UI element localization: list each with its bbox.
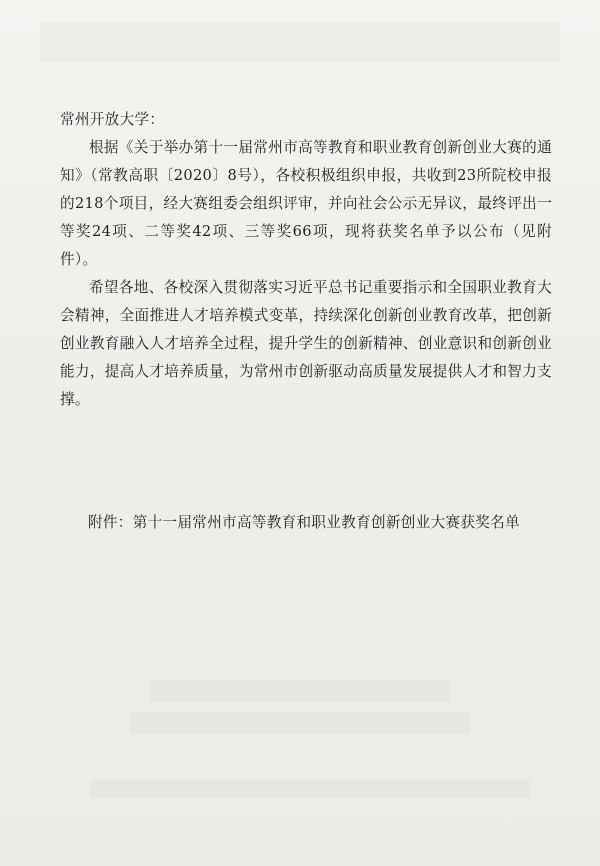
paragraph-expectation: 希望各地、各校深入贯彻落实习近平总书记重要指示和全国职业教育大会精神，全面推进人才培养模式变革，持续深化创新创业教育改革，把创新创业教育融入人才培养全过程，提升学生的创新精神、创业意识和创新创业能力，提高人才培养质量，为常州市创新驱动高质量发展提供人才和智力支撑。 <box>60 279 552 408</box>
salutation: 常州开放大学： <box>60 111 165 128</box>
attachment-title: 第十一届常州市高等教育和职业教育创新创业大赛获奖名单 <box>132 514 520 531</box>
attachment-line <box>88 509 550 537</box>
bleed-through-mark <box>90 780 530 798</box>
bleed-through-mark <box>130 712 470 734</box>
paragraph-notice: 根据《关于举办第十一届常州市高等教育和职业教育创新创业大赛的通知》（常教高职〔2020〕8号），各校积极组织申报，共收到23所院校申报的218个项目，经大赛组委会组织评审，并向社会公示无异议，最终评出一等奖24项、二等奖42项、三等奖66项，现将获奖名单予以公布（见附件）。 <box>60 139 552 268</box>
bleed-through-mark <box>150 680 450 702</box>
document-body <box>60 106 552 414</box>
attachment-label: 附件： <box>88 514 133 531</box>
bleed-through-mark <box>40 22 560 62</box>
